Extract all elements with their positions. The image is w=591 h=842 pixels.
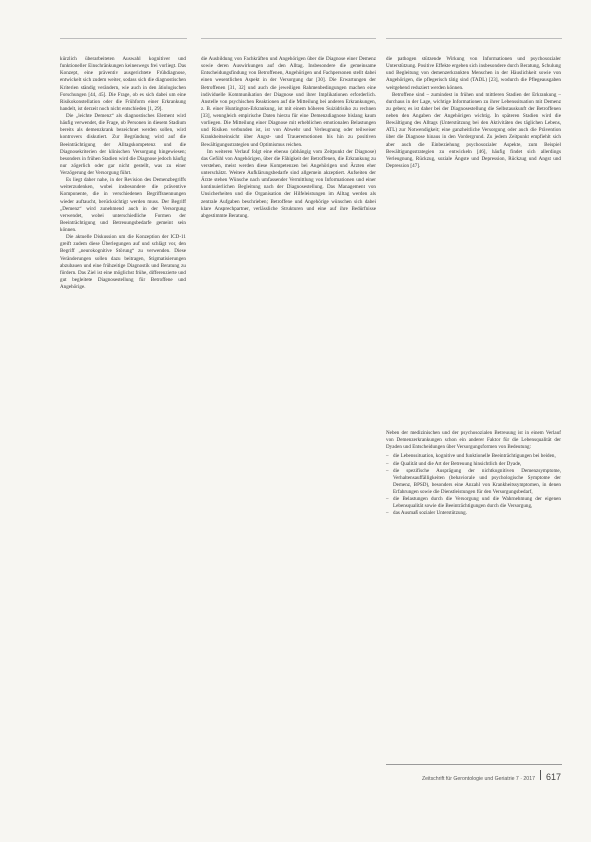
paragraph: Die „leichte Demenz“ als diagnostisches Element wird häufig verwendet, die Frage, ob Personen in diesem Stadium bereits als demenzkrank bezeichnet werden sollen, wird kontrovers diskutiert. Zur Begründung wird auf die Beeinträchtigung der Alltagskompetenz und die Diagnosekriterien der klinischen Versorgung hingewiesen; besonders in frühen Stadien wird die Diagnose jedoch häufig nur zögerlich oder gar nicht gestellt, was zu einer Verzögerung der Versorgung führt.	[60, 113, 186, 176]
footer-divider	[540, 770, 541, 780]
paragraph: Im weiteren Verlauf folgt eine ebenso (abhängig vom Zeitpunkt der Diagnose) das Gefühl von Angehörigen, über die Fähigkeit der Betroffenen, die Erkrankung zu verstehen, meist werden diese Kompetenzen bei Angehörigen und Ärzten eher unterschätzt. Weitere Aufklärungsbedarfe sind allgemein akzeptiert. Aufseiten der Ärzte stehen Wünsche nach umfassender Vermittlung von Informationen und einer kontinuierlichen Begleitung nach der Diagnosestellung. Das Management von Unsicherheiten und die Organisation der Hilfeleistungen im Alltag werden als zentrale Aufgaben beschrieben; Betroffene und Angehörige wünschen sich dabei klare Ansprechpartner, verlässliche Strukturen und eine auf ihre Bedürfnisse abgestimmte Beratung.	[201, 148, 376, 219]
paragraph: die pathogen stützende Wirkung von Informationen und psychosozialer Unterstützung. Positive Effekte ergeben sich insbesondere durch Beratung, Schulung und Begleitung von demenzerkrankten Menschen in der Häuslichkeit sowie von Angehörigen, die pflegerisch tätig sind (TADL) [23], wodurch die Pflegeausgaben weitgehend reduziert werden können.	[386, 56, 561, 91]
bullet-list	[386, 453, 561, 517]
list-item: – die spezifische Ausprägung der nichtkognitiven Demenzsymptome, Verhaltensauffälligkeiten (behaviorale und psychologische Symptome der Demenz, BPSD), besonders eine Anzahl von Krankheitssymptomen, in denen Erfahrungen sowie die Dienstleistungen für den Versorgungsbedarf,	[393, 468, 561, 497]
page-number: 617	[545, 772, 561, 782]
footer-rule	[386, 764, 562, 765]
paragraph: Betroffene sind – zumindest in frühen und mittleren Stadien der Erkrankung – durchaus in der Lage, wichtige Informationen zu ihrer Lebenssituation mit Demenz zu geben; es ist daher bei der Diagnosestellung die Selbstauskunft der Betroffenen neben den Angaben der Angehörigen wichtig. In späteren Stadien wird die Bewältigung des Alltags (Unterstützung bei den Aktivitäten des täglichen Lebens, ATL) zur Notwendigkeit; eine ganzheitliche Versorgung oder auch die Prävention über die Diagnose hinaus in den Vordergrund. Zu jedem Zeitpunkt empfiehlt sich aber auch die Einbeziehung psychosozialer Aspekte, zum Beispiel Bewältigungsstrategien zu entwickeln [46], häufig findet sich allerdings Verleugnung, Rückzug, soziale Ängste und Depression, Rückzug und Angst und Depression [47].	[386, 91, 561, 169]
paragraph: Neben der medizinischen und der psychosozialen Betreuung ist in einem Verlauf von Demenzerkrankungen schon ein anderer Faktor für die Lebensqualität der Dyaden und Entscheidungen über Versorgungsformen von Bedeutung:	[386, 430, 561, 451]
top-rule-middle	[201, 38, 376, 39]
paragraph: kürzlich überarbeiteten Auswahl kognitiver und funktioneller Einschränkungen keineswegs frei vorliegt. Das Konzept, eine präventiv ausgerichtete Frühdiagnose, entwickelt sich zudem weiter, sodass sich die diagnostischen Kriterien ständig verändern, wie auch in den ätiologischen Forschungen [44, 45]. Die Frage, ob es sich dabei um eine Risikokonstellation oder die Frühform einer Erkrankung handelt, ist derzeit noch nicht entschieden [1, 29].	[60, 56, 186, 112]
paragraph: Die aktuelle Diskussion um die Konzeption der ICD-11 greift zudem diese Überlegungen auf und schlägt vor, den Begriff „neurokognitive Störung“ zu verwenden. Diese Veränderungen sollen dazu beitragen, Stigmatisierungen abzubauen und eine frühzeitige Diagnostik und Beratung zu fördern. Das Ziel ist eine möglichst frühe, differenzierte und gut begleitete Diagnosestellung für Betroffene und Angehörige.	[60, 234, 186, 290]
top-rule-right	[386, 38, 562, 39]
top-rule-left	[60, 38, 187, 39]
paragraph: Es liegt daher nahe, in der Revision des Demenzbegriffs weiterzudenken, wobei insbesondere die präventive Komponente, die in verschiedenen Begriffsnennungen wieder auftaucht, berücksichtigt werden muss. Der Begriff „Demenz“ wird zunehmend auch in der Versorgung verwendet, wobei unterschiedliche Formen der Beeinträchtigung und Betreuungsbedarfe gemeint sein können.	[60, 177, 186, 233]
text-column-1	[60, 56, 186, 291]
text-column-3	[386, 56, 561, 170]
list-item: – das Ausmaß sozialer Unterstützung.	[393, 510, 561, 517]
paragraph: die Ausbildung von Fachkräften und Angehörigen über die Diagnose einer Demenz sowie deren Auswirkungen auf den Alltag. Insbesondere die gemeinsame Entscheidungsfindung von Betroffenen, Angehörigen und Fachpersonen stellt dabei einen wesentlichen Aspekt in der Versorgung dar [30]. Die Erwartungen der Betroffenen [31, 32] und auch die jeweiligen Rahmenbedingungen machen eine individuelle Kommunikation der Diagnose und ihrer Implikationen erforderlich. Anstelle von psychischen Reaktionen auf die Mitteilung bei anderen Erkrankungen, z. B. einer Huntington-Erkrankung, ist mit einem höheren Suizidrisiko zu rechnen [33], wenngleich empirische Daten hierzu für eine Demenzdiagnose bislang kaum vorliegen. Die Mitteilung einer Diagnose mit erheblichen emotionalen Belastungen und Risiken verbunden ist, ist von Abwehr und Verleugnung oder teilweiser Krankheitseinsicht über Angst- und Traueremotionen bis hin zu positiven Bewältigungsstrategien und Optimismus reichen.	[201, 56, 376, 148]
list-item: – die Lebenssituation, kognitive und funktionelle Beeinträchtigungen bei beiden,	[393, 453, 561, 460]
text-column-3-lower	[386, 430, 561, 518]
list-item: – die Qualität und die Art der Betreuung hinsichtlich der Dyade,	[393, 461, 561, 468]
page-footer	[422, 770, 561, 782]
journal-citation: Zeitschrift für Gerontologie und Geriatrie 7 · 2017	[421, 776, 535, 782]
text-column-2	[201, 56, 376, 220]
list-item: – die Belastungen durch die Versorgung und die Wahrnehmung der eigenen Lebensqualität sowie die Beeinträchtigungen durch die Versorgung,	[393, 496, 561, 510]
